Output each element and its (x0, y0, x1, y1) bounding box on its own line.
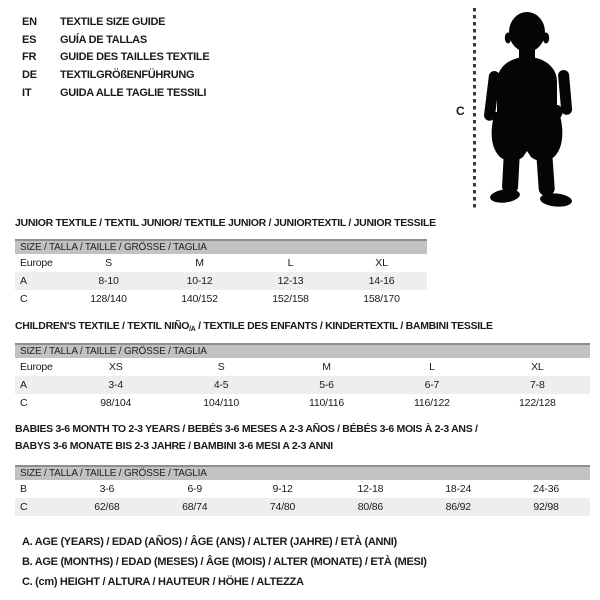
cell: M (195, 257, 204, 269)
language-row-it (22, 84, 209, 102)
table-row-age (15, 376, 590, 394)
row-label: A (20, 379, 27, 391)
language-code: ES (22, 33, 37, 46)
cell: 140/152 (181, 293, 218, 305)
cell: 122/128 (519, 397, 556, 409)
cell: 7-8 (530, 379, 545, 391)
height-measure-label: C (456, 104, 465, 118)
guide-title: TEXTILE SIZE GUIDE (60, 15, 166, 28)
children-heading-post: / TEXTILE DES ENFANTS / KINDERTEXTIL / BAMBINI TESSILE (195, 320, 493, 332)
junior-size-table (15, 239, 427, 308)
table-row-europe (15, 254, 427, 272)
children-section-heading (15, 320, 493, 333)
row-label: C (20, 501, 28, 513)
children-heading-sub: /A (189, 326, 196, 333)
row-label: C (20, 397, 28, 409)
cell: XS (108, 361, 123, 373)
cell: 5-6 (319, 379, 334, 391)
children-heading-pre: CHILDREN'S TEXTILE / TEXTIL NIÑO (15, 320, 190, 332)
cell: 8-10 (98, 275, 119, 287)
language-code: FR (22, 51, 37, 64)
cell: XL (531, 361, 544, 373)
cell: 24-36 (533, 483, 559, 495)
cell: 3-4 (108, 379, 123, 391)
babies-section-heading-line2: BABYS 3-6 MONATE BIS 2-3 JAHRE / BAMBINI 3-6 MESI A 2-3 ANNI (15, 440, 333, 452)
cell: 80/86 (357, 501, 384, 513)
row-label: Europe (20, 257, 53, 269)
cell: 104/110 (203, 397, 239, 409)
size-bar: SIZE / TALLA / TAILLE / GRÖSSE / TAGLIA (15, 465, 590, 480)
cell: S (105, 257, 112, 269)
size-bar: SIZE / TALLA / TAILLE / GRÖSSE / TAGLIA (15, 239, 427, 254)
language-title-list (22, 13, 209, 102)
cell: 10-12 (186, 275, 213, 287)
language-row-en (22, 13, 209, 31)
cell: L (287, 257, 294, 269)
cell: 128/140 (90, 293, 127, 305)
baby-figure (450, 0, 590, 220)
cell: 98/104 (100, 397, 132, 409)
children-size-table (15, 343, 590, 412)
height-measure-dashed-line (473, 8, 476, 210)
table-row-age-months (15, 480, 590, 498)
cell: 4-5 (213, 379, 229, 391)
table-row-age (15, 272, 427, 290)
cell: 86/92 (445, 501, 471, 513)
table-row-height (15, 290, 427, 308)
language-row-fr (22, 49, 209, 67)
cell: S (217, 361, 225, 373)
cell: 12-18 (357, 483, 384, 495)
babies-section-heading-line1: BABIES 3-6 MONTH TO 2-3 YEARS / BEBÉS 3-6 MESES A 2-3 AÑOS / BÉBÉS 3-6 MOIS À 2-3 ANS / (15, 423, 478, 435)
cell: 6-7 (424, 379, 440, 391)
footnote-c: C. (cm) HEIGHT / ALTURA / HAUTEUR / HÖHE / ALTEZZA (22, 576, 304, 588)
footnote-b: B. AGE (MONTHS) / EDAD (MESES) / ÂGE (MOIS) / ALTER (MONATE) / ETÀ (MESI) (22, 556, 427, 568)
cell: 92/98 (533, 501, 559, 513)
babies-size-table (15, 465, 590, 516)
cell: 9-12 (272, 483, 293, 495)
cell: L (429, 361, 435, 373)
row-label: B (20, 483, 27, 495)
cell: 62/68 (94, 501, 120, 513)
cell: 158/170 (363, 293, 400, 305)
table-row-height (15, 498, 590, 516)
guide-title: TEXTILGRÖßENFÜHRUNG (60, 69, 195, 82)
language-row-es (22, 31, 209, 49)
row-label: A (20, 275, 27, 287)
cell: 152/158 (272, 293, 309, 305)
cell: 12-13 (277, 275, 304, 287)
cell: 14-16 (368, 275, 395, 287)
guide-title: GUÍA DE TALLAS (60, 33, 147, 46)
cell: 68/74 (182, 501, 208, 513)
guide-title: GUIDE DES TAILLES TEXTILE (60, 51, 210, 64)
table-row-europe (15, 358, 590, 376)
junior-section-heading: JUNIOR TEXTILE / TEXTIL JUNIOR/ TEXTILE JUNIOR / JUNIORTEXTIL / JUNIOR TESSILE (15, 217, 436, 229)
guide-title: GUIDA ALLE TAGLIE TESSILI (60, 87, 207, 100)
cell: XL (375, 257, 388, 269)
cell: 116/122 (414, 397, 450, 409)
cell: 6-9 (187, 483, 203, 495)
table-row-height (15, 394, 590, 412)
cell: 18-24 (445, 483, 472, 495)
cell: 3-6 (99, 483, 115, 495)
row-label: Europe (20, 361, 53, 373)
size-bar: SIZE / TALLA / TAILLE / GRÖSSE / TAGLIA (15, 343, 590, 358)
cell: 110/116 (309, 397, 345, 409)
cell: M (322, 361, 331, 373)
language-code: IT (22, 87, 32, 100)
language-code: EN (22, 15, 37, 28)
language-code: DE (22, 69, 37, 82)
footnote-a: A. AGE (YEARS) / EDAD (AÑOS) / ÂGE (ANS) / ALTER (JAHRE) / ETÀ (ANNI) (22, 536, 397, 548)
row-label: C (20, 293, 28, 305)
cell: 74/80 (269, 501, 296, 513)
language-row-de (22, 66, 209, 84)
baby-silhouette-icon (483, 10, 577, 208)
footnote-legend (22, 532, 427, 592)
